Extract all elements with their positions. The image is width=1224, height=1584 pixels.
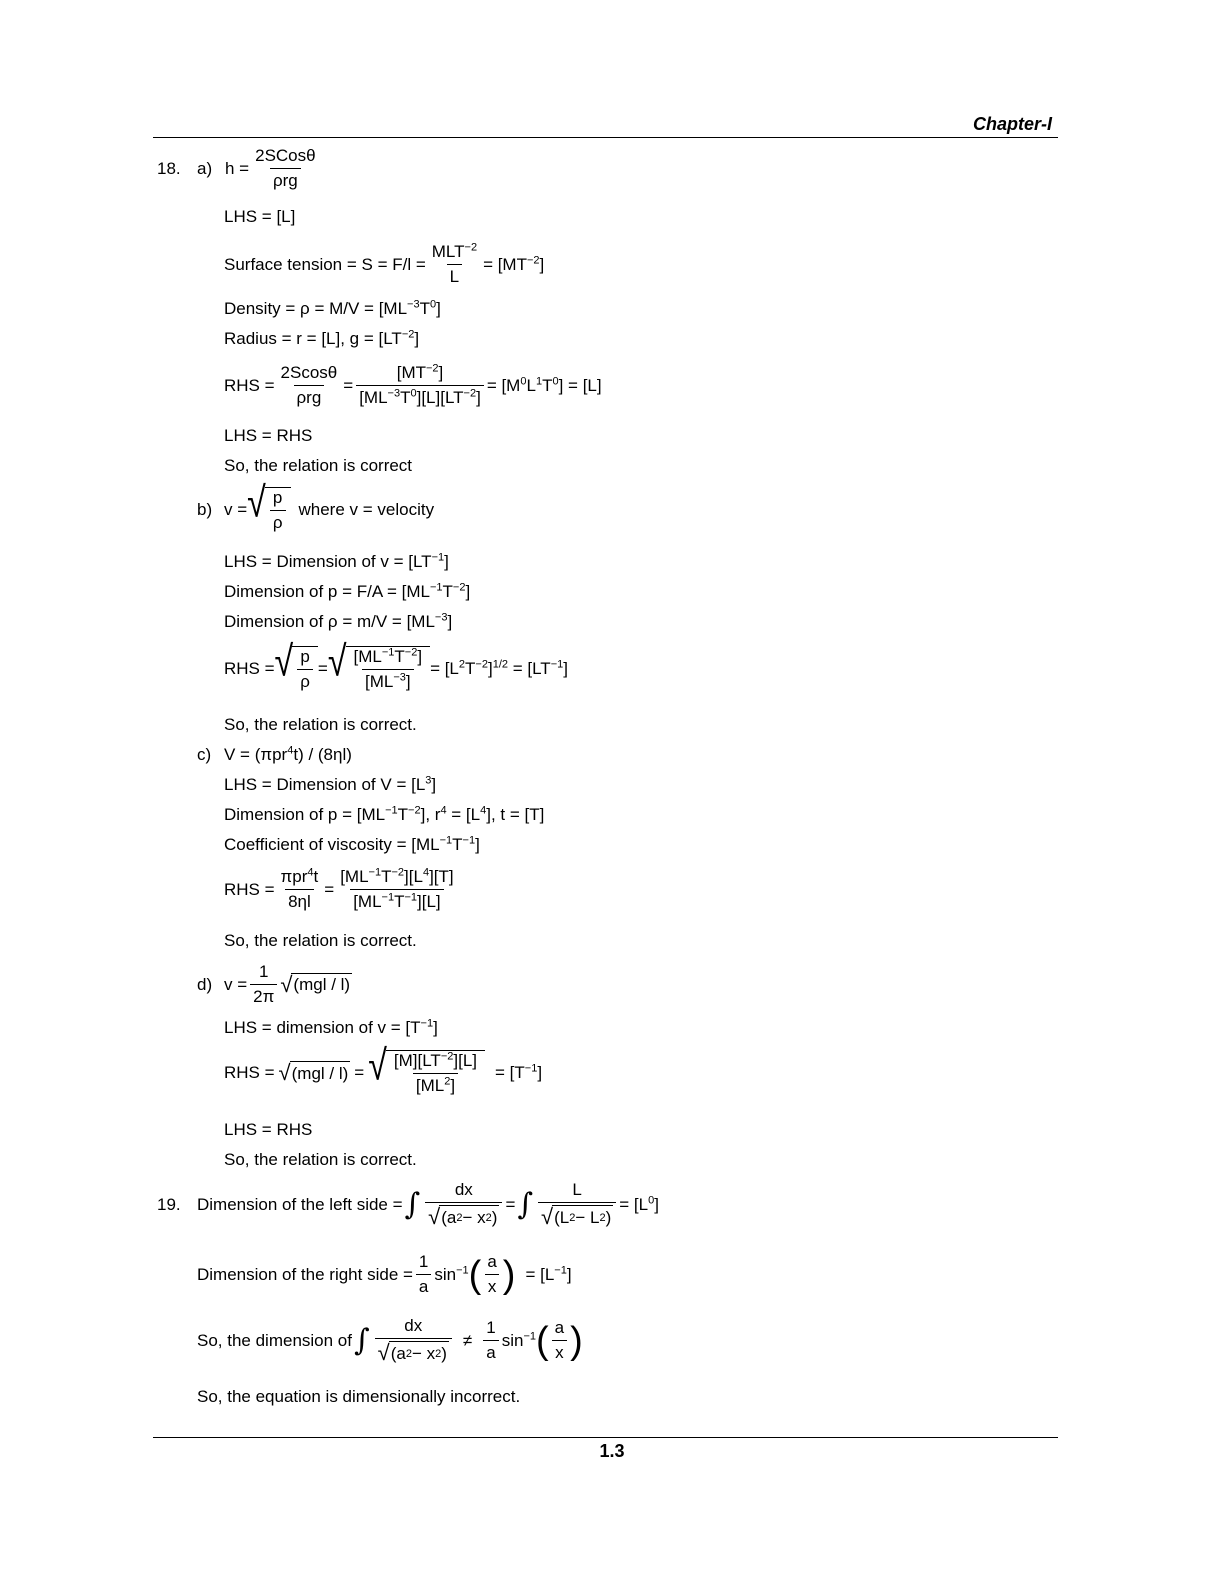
q18-number: 18. — [157, 158, 181, 178]
b-lhs-a: LHS = Dimension of v = [LT — [224, 552, 432, 571]
s4: −2 — [463, 387, 477, 400]
cms3: 4 — [422, 866, 430, 879]
radical-sign: √ — [278, 1060, 291, 1085]
v-num: p — [272, 488, 283, 507]
brs3: 1/2 — [492, 658, 508, 671]
q19-left-frac — [425, 1180, 502, 1229]
density-b: T — [419, 299, 430, 318]
radical-sign: √ — [368, 1041, 387, 1090]
right-paren: ) — [502, 1253, 516, 1296]
rhs-frac2 — [356, 363, 484, 408]
v-den: ρ — [270, 510, 286, 533]
q18-d-lhs — [224, 1018, 438, 1038]
st-num-sup: −2 — [464, 241, 478, 254]
s1: (a — [390, 1343, 406, 1363]
n1: [ML — [353, 647, 382, 666]
s1: −2 — [426, 362, 439, 375]
q18-b-formula — [197, 478, 435, 533]
q18-b-label: b) — [197, 500, 213, 519]
q18-c-label: c) — [197, 745, 212, 764]
integral-icon: ∫ — [353, 1322, 370, 1358]
q19-right-side — [197, 1252, 572, 1297]
integral-icon: ∫ — [404, 1186, 421, 1222]
dr1: = [T — [495, 1063, 525, 1082]
b-rhs-den1: ρ — [297, 669, 313, 692]
st-eq-sup: −2 — [526, 253, 540, 266]
q18-b-dim-rho — [224, 612, 452, 632]
s3: ) — [441, 1343, 447, 1363]
qr1: = [L — [619, 1194, 649, 1214]
b-rhs-num1: p — [300, 647, 310, 666]
rrs1: −1 — [554, 1263, 567, 1276]
c-lhs-a: LHS = Dimension of V = [L — [224, 775, 426, 794]
q19-so-label: So, the dimension of — [197, 1330, 352, 1350]
cd1: [ML — [353, 892, 382, 911]
cs2: −2 — [408, 804, 421, 817]
not-equal-sign: ≠ — [462, 1330, 473, 1350]
c3: ], r — [420, 805, 441, 824]
l1: (a — [441, 1207, 457, 1227]
right-paren: ) — [570, 1319, 583, 1362]
d-rhs-den — [413, 1073, 458, 1096]
cv1: Coefficient of viscosity = [ML — [224, 835, 440, 854]
s2: −3 — [387, 387, 401, 400]
cd2: T — [394, 892, 405, 911]
cds2: −1 — [404, 891, 418, 904]
rhs-frac2-num — [394, 363, 447, 385]
r1: (L — [554, 1207, 570, 1227]
t6: ] — [476, 388, 481, 407]
st-prefix: Surface tension = S = F/l = — [224, 254, 426, 274]
q18-c-viscosity — [224, 835, 480, 855]
q19-l-den — [425, 1202, 502, 1229]
q18-a-formula — [157, 146, 322, 191]
rr2: ] — [566, 1264, 572, 1284]
cs1: −1 — [385, 804, 398, 817]
st-num-text: MLT — [431, 242, 465, 261]
cvs2: −1 — [462, 834, 476, 847]
r3: ) — [605, 1207, 612, 1227]
sqrt-body — [292, 646, 318, 692]
brs1: 2 — [458, 658, 466, 671]
q18-d-rhs — [224, 1041, 543, 1096]
q19-r-den — [538, 1202, 616, 1229]
surface-tension-line — [224, 242, 544, 287]
q19-rs-num: 1 — [418, 1252, 429, 1271]
q18-b-lhs — [224, 552, 449, 572]
q19-conclusion: So, the equation is dimensionally incorrect. — [197, 1387, 521, 1406]
q19-so-arg — [552, 1318, 567, 1363]
r3: T — [542, 375, 553, 395]
b-lhs-b: ] — [444, 552, 449, 571]
density-a: Density = ρ = M/V = [ML — [224, 299, 408, 318]
r4: ] = [L] — [558, 375, 602, 395]
q19-left-label: Dimension of the left side = — [197, 1194, 403, 1214]
b-drho-a: Dimension of ρ = m/V = [ML — [224, 612, 435, 631]
rhs-frac1-num: 2Scosθ — [280, 363, 338, 382]
d-rhs-root: (mgl / l) — [290, 1061, 351, 1085]
density-line — [224, 299, 441, 319]
cn1: πpr — [280, 867, 308, 886]
radius-a: Radius = r = [L], g = [LT — [224, 329, 402, 348]
header-rule — [153, 137, 1058, 138]
cm4: ][T] — [429, 867, 454, 886]
t3: [ML — [359, 388, 388, 407]
b-dp-a: Dimension of p = F/A = [ML — [224, 582, 430, 601]
ns1: −1 — [381, 646, 395, 659]
q19-so-fn — [502, 1331, 536, 1351]
rhs-label: RHS = — [224, 375, 275, 395]
q19-rs-arg-num: a — [487, 1252, 497, 1271]
b-dp-s1: −1 — [429, 581, 443, 594]
radius-sup: −2 — [401, 328, 415, 341]
d1: [ML — [364, 672, 394, 691]
d-rhs-frac — [391, 1051, 480, 1096]
cms2: −2 — [391, 866, 405, 879]
t2: ] — [438, 363, 444, 382]
d-rhs-label: RHS = — [224, 1063, 275, 1082]
left-paren: ( — [536, 1319, 549, 1362]
l3: ) — [491, 1207, 498, 1227]
rhs-result — [487, 376, 602, 396]
b-dp-s2: −2 — [452, 581, 466, 594]
q19-left-result — [619, 1195, 659, 1215]
equals-sign: = — [343, 375, 354, 395]
q18-b-rhs — [224, 637, 568, 692]
brs4: −1 — [550, 658, 564, 671]
c-rhs-frac2 — [337, 867, 456, 912]
q18-d-formula — [197, 962, 352, 1007]
b-drho-s: −3 — [434, 611, 448, 624]
d-fraction — [250, 962, 277, 1007]
q18-d-conclusion: So, the relation is correct. — [224, 1150, 417, 1169]
st-denominator: L — [447, 264, 462, 287]
c-rhs-den2 — [350, 889, 443, 912]
c-eq-b: t) / (8ηl) — [293, 745, 352, 764]
radical-sign: √ — [280, 971, 293, 997]
q19-rs-result — [525, 1265, 571, 1285]
c-rhs-label: RHS = — [224, 879, 275, 899]
s2: − x — [411, 1343, 436, 1363]
density-c: ] — [436, 299, 441, 318]
cm2: T — [381, 867, 392, 886]
radius-b: ] — [414, 329, 420, 348]
q19-so-num: dx — [404, 1316, 423, 1335]
q19-so-r-num: 1 — [486, 1318, 496, 1337]
q19-so-line — [197, 1316, 583, 1365]
t5: ][L][LT — [416, 388, 464, 407]
dds1: 2 — [444, 1075, 451, 1088]
cms1: −1 — [368, 866, 382, 879]
cds1: −1 — [381, 891, 395, 904]
d-frac-num: 1 — [259, 962, 269, 981]
q18-a-conclusion: So, the relation is correct — [224, 456, 413, 475]
c1: Dimension of p = [ML — [224, 805, 386, 824]
ds1: −3 — [393, 671, 406, 684]
qr2: ] — [654, 1194, 659, 1214]
q19-right-label: Dimension of the right side = — [197, 1264, 413, 1284]
equals-sign: = — [324, 879, 335, 899]
sqrt-symbol — [428, 1205, 499, 1229]
q18-b-conclusion: So, the relation is correct. — [224, 715, 417, 734]
d-frac-den: 2π — [250, 984, 277, 1007]
radical-sign: √ — [377, 1340, 390, 1365]
q19-number: 19. — [157, 1194, 181, 1214]
c2: T — [397, 805, 409, 824]
q18-c-formula — [197, 745, 352, 765]
b-rhs-frac1 — [297, 647, 313, 692]
q18-a-label: a) — [197, 158, 213, 178]
brs2: −2 — [475, 658, 488, 671]
r2: L — [526, 375, 536, 395]
cv3: ] — [475, 835, 480, 854]
radical-sign: √ — [247, 478, 266, 527]
dd1: [ML — [415, 1076, 445, 1095]
q19-so-r-frac — [483, 1318, 498, 1363]
r2: − L — [575, 1207, 600, 1227]
integral-icon: ∫ — [517, 1186, 534, 1222]
st-eq: = [MT — [483, 254, 527, 274]
cd3: ][L] — [417, 892, 441, 911]
sqrt-body — [346, 646, 431, 692]
sqrt-body: (a 2 − x 2 ) — [389, 1341, 449, 1365]
q19-rs-frac — [416, 1252, 431, 1297]
st-fraction — [429, 242, 480, 287]
br3: ] — [487, 659, 493, 678]
sqrt-symbol — [378, 1341, 449, 1365]
h-lhs: h = — [225, 158, 250, 178]
density-sup2: 0 — [429, 298, 437, 311]
qrs1: 0 — [648, 1193, 655, 1206]
q18-a-rhs — [224, 363, 602, 408]
n3: ] — [417, 647, 423, 666]
h-denominator: ρrg — [270, 168, 301, 191]
st-numerator — [429, 242, 480, 264]
cs4: 4 — [480, 804, 487, 817]
sqrt-body — [386, 1050, 485, 1096]
d-root: (mgl / l) — [291, 973, 352, 997]
b-lhs-sup: −1 — [431, 551, 445, 564]
fns1: −1 — [456, 1263, 469, 1276]
st-result — [483, 255, 544, 275]
t4: T — [400, 388, 411, 407]
b-rhs-frac2 — [351, 647, 426, 692]
c-eq-a: V = (πpr — [224, 745, 288, 764]
radius-line — [224, 329, 419, 349]
br5: ] — [563, 659, 568, 678]
ns2: −2 — [404, 646, 418, 659]
q18-c-conclusion: So, the relation is correct. — [224, 931, 417, 950]
c-lhs-b: ] — [431, 775, 437, 794]
q19-left-side — [157, 1180, 659, 1229]
sqrt-symbol — [541, 1205, 613, 1229]
sqrt-symbol — [327, 637, 430, 692]
rs1: 0 — [520, 374, 527, 387]
b-dp-c: ] — [465, 582, 471, 601]
dr2: ] — [537, 1063, 543, 1082]
dd2: ] — [450, 1076, 456, 1095]
q19-so-den — [375, 1338, 452, 1365]
d-lhs-b: ] — [433, 1018, 438, 1037]
rs2: 1 — [535, 374, 543, 387]
sqrt-body — [265, 487, 291, 533]
r1: = [M — [486, 375, 521, 395]
c-eq-sup: 4 — [287, 744, 294, 757]
where-text: where v = velocity — [298, 500, 435, 519]
q19-rs-den: a — [416, 1274, 431, 1297]
b-rhs-result — [430, 659, 568, 679]
sfns1: −1 — [523, 1329, 536, 1342]
radical-sign: √ — [541, 1204, 554, 1229]
c-rhs-den1: 8ηl — [285, 889, 314, 912]
footer-rule — [153, 1437, 1058, 1438]
rhs-frac2-den — [356, 385, 484, 408]
sqrt-symbol — [279, 1061, 351, 1085]
equals-sign: = — [317, 659, 328, 678]
rhs-frac1-den: ρrg — [294, 385, 325, 408]
v-fraction — [270, 488, 286, 533]
rs3: 0 — [552, 374, 559, 387]
d-v-lhs: v = — [224, 974, 248, 994]
q19-r-num: L — [572, 1180, 582, 1199]
h-numerator: 2SCosθ — [255, 146, 316, 165]
br2: T — [465, 659, 476, 678]
v-lhs: v = — [224, 500, 248, 519]
c5: ], t = [T] — [486, 805, 545, 824]
q18-a-lhs: LHS = [L] — [224, 207, 296, 226]
c-lhs-sup: 3 — [425, 774, 432, 787]
d-lhs-a: LHS = dimension of v = [T — [224, 1018, 421, 1037]
q19-rs-fn — [434, 1265, 468, 1285]
cm1: [ML — [340, 867, 369, 886]
dn1: [M][LT — [393, 1051, 441, 1070]
q19-so-frac — [375, 1316, 452, 1365]
dn2: ][L] — [453, 1051, 477, 1070]
q18-d-lhs-eq-rhs: LHS = RHS — [224, 1120, 313, 1139]
radical-sign: √ — [274, 637, 294, 686]
d-rhs-eq: = — [354, 1063, 365, 1082]
sqrt-body: (a 2 − x 2 ) — [439, 1205, 499, 1229]
q19-eq1: = — [505, 1194, 516, 1214]
rr1: = [L — [525, 1264, 555, 1284]
q19-rs-arg-den: x — [485, 1274, 500, 1297]
radical-sign: √ — [327, 637, 347, 686]
sqrt-body: (L 2 − L 2 ) — [552, 1205, 613, 1229]
t1: [MT — [396, 363, 426, 382]
q18-c-dim-p — [224, 805, 544, 825]
sqrt-symbol — [247, 478, 290, 533]
sfn1: sin — [501, 1330, 524, 1350]
cm3: ][L — [404, 867, 423, 886]
br4: = [LT — [508, 659, 551, 678]
c4: = [L — [446, 805, 481, 824]
cvs1: −1 — [439, 834, 453, 847]
page-number: 1.3 — [599, 1441, 625, 1461]
rhs-frac1 — [278, 363, 341, 408]
radical-sign: √ — [428, 1204, 441, 1229]
d-rhs-num — [391, 1051, 480, 1073]
q19-right-frac — [538, 1180, 616, 1229]
br1: = [L — [430, 659, 459, 678]
q19-so-arg-den: x — [552, 1340, 567, 1363]
sqrt-symbol — [280, 973, 352, 997]
b-dp-b: T — [442, 582, 453, 601]
cns1: 4 — [307, 866, 314, 879]
q18-d-label: d) — [197, 974, 213, 994]
cn2: t — [313, 867, 319, 886]
n2: T — [394, 647, 405, 666]
q18-c-lhs — [224, 775, 436, 795]
drs1: −1 — [524, 1062, 538, 1075]
dns1: −2 — [440, 1050, 454, 1063]
q18-b-dim-p — [224, 582, 470, 602]
c-rhs-frac1 — [278, 867, 322, 912]
q18-c-rhs — [224, 867, 460, 912]
left-paren: ( — [468, 1253, 482, 1296]
c-rhs-num2 — [337, 867, 456, 889]
cs3: 4 — [440, 804, 447, 817]
fn1: sin — [434, 1264, 457, 1284]
b-drho-b: ] — [447, 612, 453, 631]
s3: 0 — [410, 387, 417, 400]
st-close: ] — [539, 254, 545, 274]
d2: ] — [405, 672, 411, 691]
q19-so-arg-num: a — [554, 1318, 565, 1337]
q19-l-num: dx — [454, 1180, 473, 1199]
q19-so-r-den: a — [483, 1340, 498, 1363]
d-lhs-sup: −1 — [420, 1017, 434, 1030]
density-sup1: −3 — [407, 298, 420, 311]
l2: − x — [462, 1207, 486, 1227]
b-rhs-num2 — [351, 647, 426, 669]
b-rhs-label: RHS = — [224, 659, 275, 678]
chapter-header: Chapter-I — [973, 114, 1053, 134]
q18-a-lhs-eq-rhs: LHS = RHS — [224, 426, 313, 445]
sqrt-symbol — [274, 637, 318, 692]
c-rhs-num1 — [278, 867, 322, 889]
h-fraction — [252, 146, 318, 191]
d-rhs-result — [495, 1063, 542, 1083]
q19-rs-arg — [484, 1252, 499, 1297]
b-rhs-den2 — [362, 669, 414, 692]
sqrt-symbol — [368, 1041, 485, 1096]
cv2: T — [452, 835, 463, 854]
